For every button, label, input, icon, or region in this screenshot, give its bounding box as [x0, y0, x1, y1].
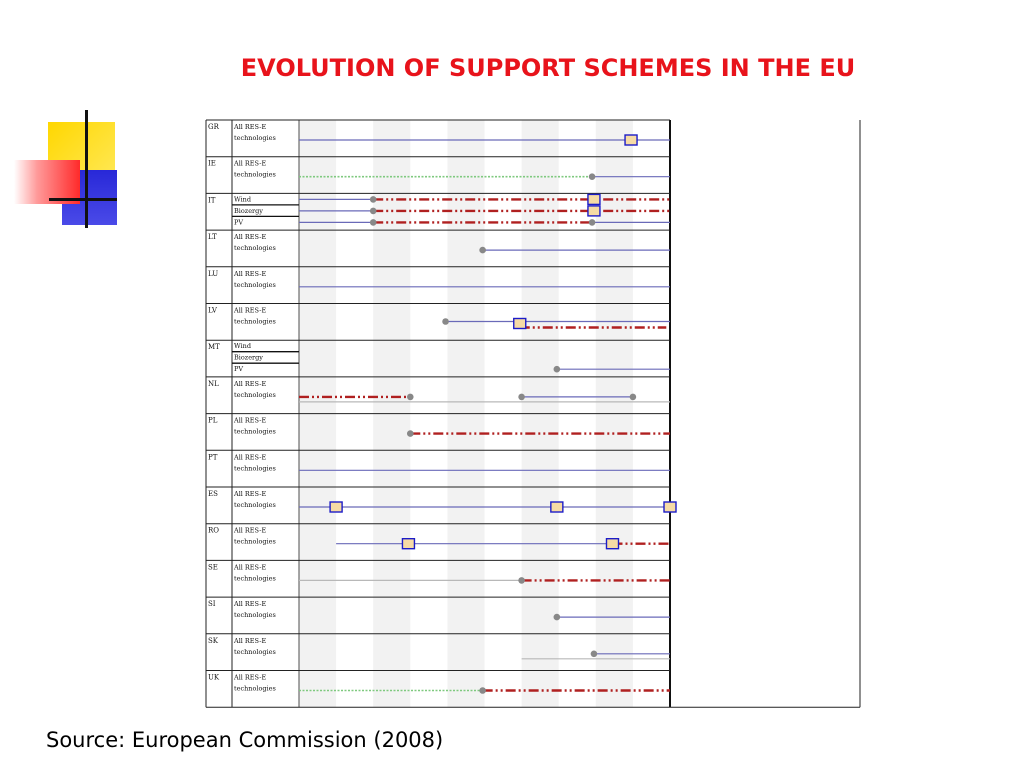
policy-change-square — [606, 539, 618, 549]
country-code: NL — [208, 379, 219, 388]
policy-start-dot — [518, 394, 525, 401]
technology-label: All RES-E — [234, 636, 267, 645]
country-code: MT — [208, 343, 220, 352]
policy-change-square — [551, 502, 563, 512]
country-code: UK — [208, 673, 220, 682]
policy-start-dot — [591, 651, 598, 658]
policy-start-dot — [589, 219, 596, 226]
country-code: GR — [208, 123, 219, 131]
technology-label: technologies — [234, 134, 276, 142]
technology-label: Wind — [234, 195, 251, 204]
policy-start-dot — [407, 394, 414, 401]
source-caption: Source: European Commission (2008) — [46, 728, 444, 752]
policy-change-square — [664, 502, 676, 512]
technology-label: All RES-E — [234, 453, 267, 462]
policy-start-dot — [630, 394, 637, 401]
policy-start-dot — [554, 614, 561, 621]
technology-label: All RES-E — [234, 490, 267, 498]
policy-start-dot — [370, 208, 377, 215]
country-code: IT — [208, 196, 216, 205]
technology-label: PV — [234, 365, 244, 374]
policy-start-dot — [479, 247, 486, 254]
technology-label: All RES-E — [234, 526, 267, 535]
technology-label: Wind — [234, 342, 251, 351]
technology-label: technologies — [234, 244, 276, 253]
technology-label: technologies — [234, 390, 276, 399]
technology-label: technologies — [234, 611, 276, 620]
technology-label: All RES-E — [234, 159, 267, 168]
policy-start-dot — [589, 173, 596, 180]
technology-label: All RES-E — [234, 233, 267, 242]
country-code: SI — [208, 600, 216, 609]
policy-change-square — [625, 135, 637, 145]
country-code: LV — [208, 306, 217, 315]
technology-label: technologies — [234, 170, 276, 179]
country-code: IE — [208, 159, 216, 168]
policy-start-dot — [554, 366, 561, 373]
country-code: SK — [208, 636, 219, 645]
policy-change-square — [588, 194, 600, 204]
policy-start-dot — [407, 430, 414, 437]
technology-label: Biozergy — [234, 206, 263, 215]
policy-change-square — [330, 502, 342, 512]
policy-start-dot — [370, 196, 377, 203]
technology-label: technologies — [234, 317, 276, 326]
country-code: LU — [208, 269, 219, 278]
policy-start-dot — [370, 219, 377, 226]
technology-label: technologies — [234, 574, 276, 583]
country-code: ES — [208, 490, 218, 498]
technology-label: All RES-E — [234, 563, 267, 572]
country-code: LT — [208, 233, 217, 242]
technology-label: PV — [234, 218, 244, 227]
policy-change-square — [514, 319, 526, 329]
country-code: RO — [208, 526, 220, 535]
technology-label: All RES-E — [234, 673, 267, 682]
slide-title: EVOLUTION OF SUPPORT SCHEMES IN THE EU — [240, 54, 856, 82]
policy-start-dot — [442, 318, 449, 325]
technology-label: All RES-E — [234, 600, 267, 609]
technology-label: All RES-E — [234, 269, 267, 278]
country-code: PL — [208, 416, 218, 425]
technology-label: technologies — [234, 537, 276, 546]
technology-label: All RES-E — [234, 306, 267, 315]
technology-label: technologies — [234, 501, 276, 509]
policy-change-square — [588, 206, 600, 216]
technology-label: technologies — [234, 647, 276, 656]
policy-start-dot — [518, 577, 525, 584]
technology-label: technologies — [234, 427, 276, 436]
technology-label: All RES-E — [234, 416, 267, 425]
policy-start-dot — [479, 687, 486, 694]
policy-change-square — [402, 539, 414, 549]
country-code: SE — [208, 563, 218, 572]
country-code: PT — [208, 453, 218, 462]
technology-label: All RES-E — [234, 123, 267, 131]
technology-label: All RES-E — [234, 379, 267, 388]
technology-label: technologies — [234, 464, 276, 473]
technology-label: technologies — [234, 684, 276, 693]
technology-label: technologies — [234, 280, 276, 289]
technology-label: Biozergy — [234, 353, 263, 362]
